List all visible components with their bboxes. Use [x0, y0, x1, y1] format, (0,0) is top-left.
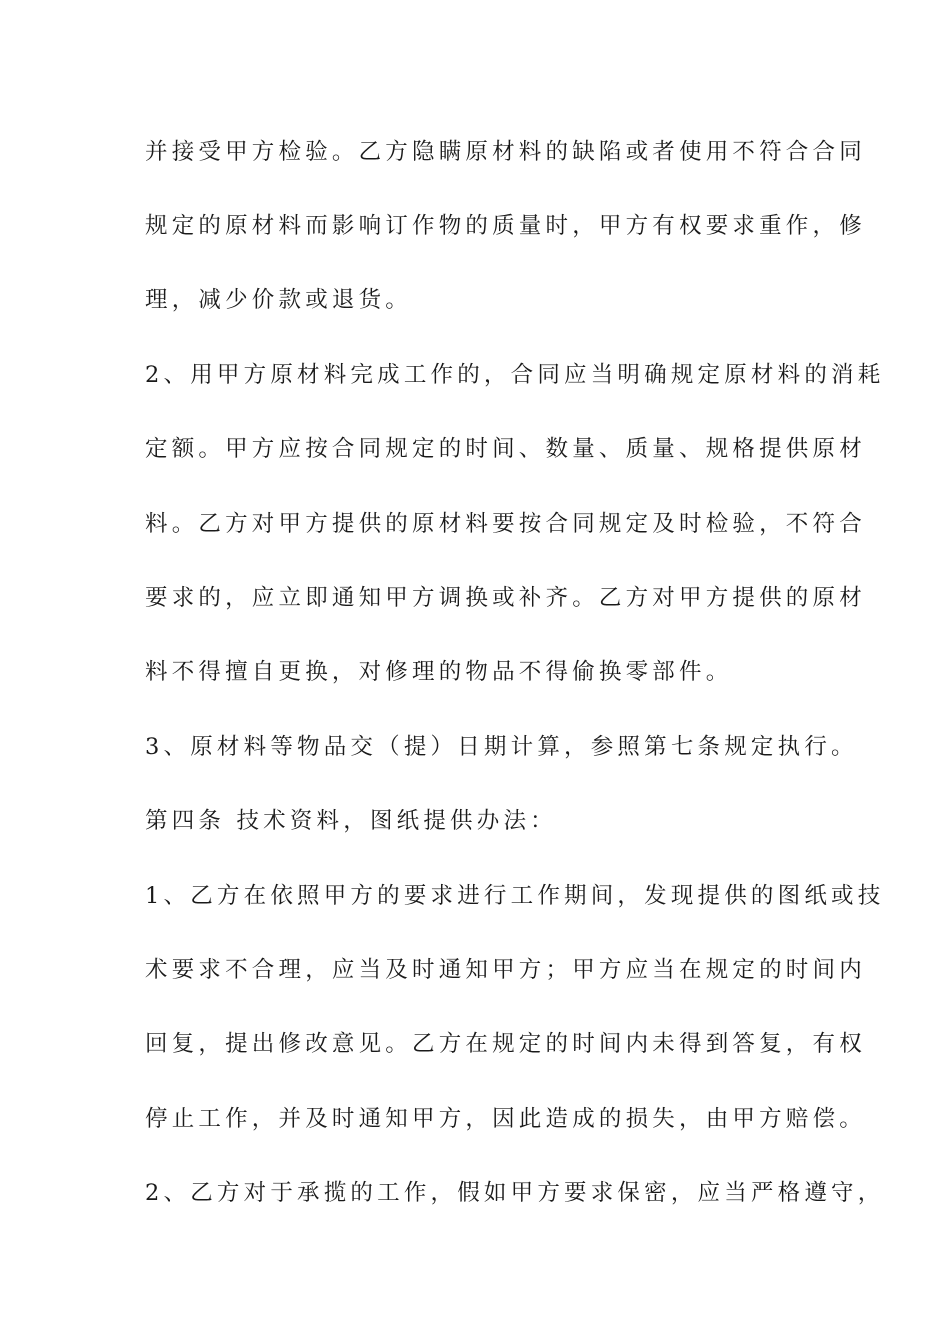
text-line: 3、原材料等物品交（提）日期计算，参照第七条规定执行。: [145, 734, 858, 760]
text-line: 回复，提出修改意见。乙方在规定的时间内未得到答复，有权: [145, 1031, 866, 1057]
text-line: 料不得擅自更换，对修理的物品不得偷换零部件。: [145, 659, 733, 685]
text-line: 定额。甲方应按合同规定的时间、数量、质量、规格提供原材: [145, 436, 866, 462]
section-heading: 第四条 技术资料，图纸提供办法：: [145, 808, 557, 834]
text-line: 2、乙方对于承揽的工作，假如甲方要求保密，应当严格遵守，: [145, 1180, 885, 1206]
text-line: 术要求不合理，应当及时通知甲方；甲方应当在规定的时间内: [145, 957, 866, 983]
text-line: 要求的，应立即通知甲方调换或补齐。乙方对甲方提供的原材: [145, 585, 866, 611]
text-line: 并接受甲方检验。乙方隐瞒原材料的缺陷或者使用不符合合同: [145, 139, 866, 165]
text-line: 理，减少价款或退货。: [145, 287, 413, 313]
text-line: 停止工作，并及时通知甲方，因此造成的损失，由甲方赔偿。: [145, 1106, 866, 1132]
text-line: 1、乙方在依照甲方的要求进行工作期间，发现提供的图纸或技: [145, 883, 885, 909]
text-line: 料。乙方对甲方提供的原材料要按合同规定及时检验，不符合: [145, 511, 866, 537]
text-line: 2、用甲方原材料完成工作的，合同应当明确规定原材料的消耗: [145, 362, 885, 388]
text-line: 规定的原材料而影响订作物的质量时，甲方有权要求重作，修: [145, 213, 866, 239]
